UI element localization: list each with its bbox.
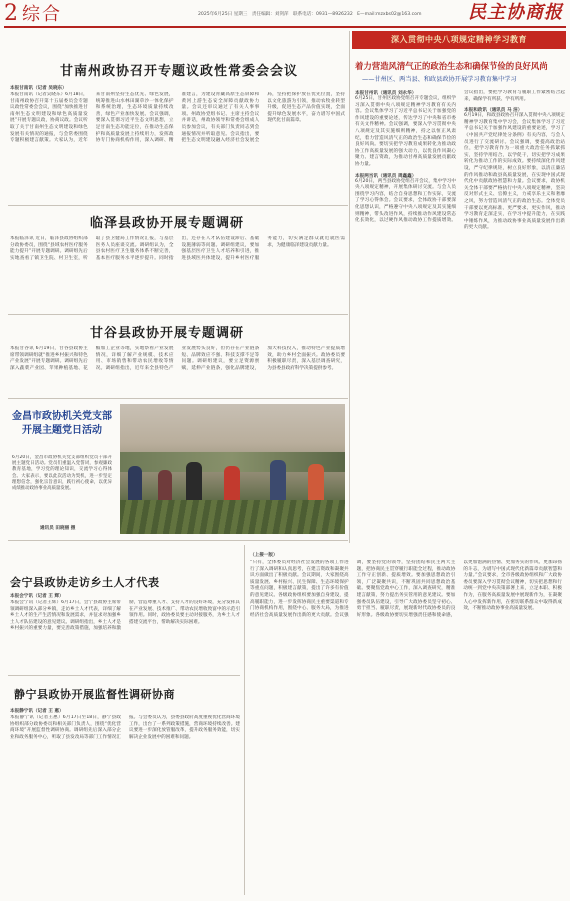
column-rule: [244, 545, 245, 895]
s2-dateline: 本报两当讯（通讯员 周鑫鑫）: [355, 173, 417, 179]
column-rule: [349, 31, 350, 543]
gangu-body: 本报甘谷讯 6月19日，甘谷县政协主席带领调研组就“推进乡村振兴和特色产业发展”开展专题调研。调研组先后深入蔬菜产业园、苹果种植基地、花椒加工企业等地，实地察看产业发展情况，详细了解产业规模、技术应用、市场销售和带动农民增收等情况。调研组指出，近年来全县特色产业发展势头良好，但仍存在产业链条短、品牌效应不强、科技支撑不足等问题。调研组建议，要立足资源禀赋，延伸产业链条，强化品牌建设，加大科技投入，推动特色产业提质增效，助力乡村全面振兴。政协委员要积极履职尽责，深入基层调查研究，为县委县政府科学决策提供参考。: [10, 346, 345, 371]
s3-body: 6月19日，和政县政协召开深入贯彻中央八项规定精神学习教育集中学习会，会议集体学习了习近平总书记关于加强作风建设的重要论述，学习了《中国共产党纪律处分条例》有关内容，与会人员进行了交流研讨。会议强调，要提高政治站位，把学习教育作为一项重大政治任务抓紧抓实，坚持学用结合，以学促干，切实把学习成果转化为推动工作的实际成效。要持续深化作风建设，严守纪律规矩，树立良好形象，以清正廉洁的作风推动和政县高质量发展，在实现中国式现代化中贡献政协智慧和力量。会议要求，政协机关全体干部要严格执行中央八项规定精神，坚决反对形式主义、官僚主义，力戒享乐主义和奢靡之风，努力营造风清气正的政治生态。全体党员干部要以更高标准、更严要求、更实作风，推动学习教育走深走实，在学习中提升能力，在实践中锤炼作风，为推动政协事业高质量发展作出新的更大贡献。: [464, 113, 565, 231]
newspaper-logo: 民主协商报: [468, 2, 563, 23]
section-title: 综合: [22, 4, 62, 25]
gannan-body: 本报甘南讯（记者吴晓东）6月18日，甘南州政协召开第十五届委员会专题议政性常委会会议，围绕“加快推进甘南州生态文明建设和绿色高质量发展”开展专题议政，协商议政。会议听取了关于甘南州生态文明建设和绿色发展有关情况的通报，与会常委围绕专题积极建言献策。大家认为，近年来甘南州坚持生态优先、绿色发展，统筹推进山水林田湖草沙一体化保护和系统治理，生态环境质量持续改善，绿色产业加快发展。会议强调，要深入贯彻习近平生态文明思想，立足甘南生态功能定位，在推动生态保护和高质量发展上持续用力，发挥政协专门协商机构作用，深入调研、精准建言，为建设青藏高原生态屏障和黄河上游生态安全屏障贡献政协力量。会议还审议通过了有关人事事项。州政协党组书记、主席主持会议并讲话，州政协领导和常委会组成人员参加会议，有关部门负责同志到会通报情况并听取意见。会议指出，要把生态文明建设融入经济社会发展全局，坚持把保护放在优先位置，坚持以文化旅游为引领，推动农牧业转型升级，促进生态产品价值实现，全面提升绿色发展水平，奋力谱写中国式现代化甘南篇章。: [10, 92, 345, 144]
date-line: 2025年6月25日 星期三: [198, 12, 248, 17]
jinchang-title: 金昌市政协机关党支部开展主题党日活动: [12, 411, 112, 436]
feature-body: “只有，全体委员对经济社会发展的各项工作进行了深入调研和认真思考，在建言资政和凝聚共识方面做出了积极贡献。会议期间，大家围绕高质量发展、乡村振兴、民生保障、生态环境保护等重点问题，积极建言献策，提出了许多有价值的意见建议。各级政协组织要加强自身建设，提高履职能力，进一步发挥协商民主重要渠道和专门协商机构作用，围绕中心、服务大局，为推进经济社会高质量发展作出新的更大贡献。会议强调，要坚持党的领导，坚持团结和民主两大主题，把协商民主贯穿履行职能全过程，推动政协工作守正创新、提质增效。要加强思想政治引领，广泛凝聚共识，不断巩固共同思想政治基础。要聚焦党政中心工作，深入调查研究，精准建言献策，努力提出务实管用的意见建议。要加强委员队伍建设，引导广大政协委员坚守初心、勇于担当、履职尽责，展现新时代政协委员的良好形象。各级政协要切实增强责任感和使命感，以更加饱满的热情、更加务实的作风、更加昂扬的斗志，为谱写中国式现代化新篇章贡献智慧和力量。”会议要求，全市各级政协组织和广大政协委员要深入学习贯彻会议精神，切实把思想和行动统一到党中央决策部署上来，立足本职、积极作为，在服务高质量发展中展现新作为，在凝聚人心中发挥新作用，在密切联系群众中取得新成效，不断推动政协事业高质量发展。: [250, 560, 562, 618]
gannan-dateline: 本报甘南讯（记者 吴晓东）: [10, 86, 67, 91]
right-main-body: [355, 90, 565, 540]
divider: [8, 314, 348, 315]
jingning-dateline: 本报静宁讯（记者 王 惠）: [10, 709, 64, 714]
linze-body: 本报临泽讯 近日，临泽县政协组织部分政协委员，围绕“县域农村医疗服务能力提升”开展专题调研。调研组先后实地查看了镇卫生院、村卫生室，听取了县卫健局工作情况汇报，与基层医务人员座谈交流。调研组认为，全县农村医疗卫生服务体系不断完善，基本医疗服务水平逐步提升。同时指出，还存在人才队伍建设滞后、基础设施薄弱等问题。调研组建议，要加强基层医疗卫生人才培养和引进，推进县域医共体建设，提升乡村医疗服务能力，切实满足群众就近就医需求，为健康临泽建设贡献力量。: [10, 236, 345, 261]
huining-headline: 会宁县政协走访乡土人才代表: [10, 576, 160, 589]
jingning-body: 本报静宁讯（记者王惠）6月17日至18日，静宁县政协组织部分政协委员和相关部门负责人，围绕“优化营商环境”开展监督性调研协商。调研组先后深入部分企业和政务服务中心，听取了县发改局等部门工作情况汇报。与会委员认为，县委县政府高度重视优化营商环境工作，出台了一系列政策措施，营商环境持续改善。建议要进一步深化放管服改革，提升政务服务效能，切实解决企业发展中的困难和问题。: [10, 715, 240, 740]
gangu-headline: 甘谷县政协开展专题调研: [90, 326, 245, 341]
divider: [8, 675, 240, 676]
s1-dateline: 本报甘州讯（通讯员 刘永华）: [355, 91, 417, 96]
jinchang-credit: 通讯员 田晓丽 摄: [40, 526, 76, 531]
topic-banner: [352, 31, 566, 49]
jingning-headline: 静宁县政协开展监督性调研协商: [14, 688, 175, 701]
jinchang-body: 6月20日，金昌市政协机关党支部组织党员干部开展主题党日活动。党员们重温入党誓词，参观廉政教育基地，学习党的理论知识，交流学习心得体会。大家表示，要以此次活动为契机，进一步坚定理想信念，强化宗旨意识，践行初心使命，以优异成绩推动政协事业高质量发展。: [12, 455, 112, 492]
divider: [8, 205, 348, 206]
right-main-headline: 着力营造风清气正的政治生态和确保节俭的良好风尚: [355, 61, 548, 71]
page-number: 2: [4, 1, 18, 26]
masthead-rule: [4, 26, 566, 28]
phone-line: 联系电话：0931—8926232: [293, 12, 353, 17]
divider: [8, 540, 348, 541]
s2-body: 6月20日，两当县政协党组召开会议，集中学习中央八项规定精神，开展集体研讨交流。与会人员围绕学习内容，结合自身思想和工作实际，交流了学习心得体会。会议要求，全体政协干部要深化思想认识，严格遵守中央八项规定及其实施细则精神，带头改进作风，持续推动作风建设常态化长效化，以过硬作风推动政协工作提质增效。会议指出，要把学习教育与履职工作紧密结合起来，确保学有所获、学有所用。: [355, 90, 565, 224]
divider: [8, 398, 348, 399]
field-photo: [120, 404, 345, 534]
email-line: E—mail:mzxbs02@163.com: [357, 12, 422, 17]
right-main-subhead: ——甘州区、两当县、和政县政协开展学习教育集中学习: [362, 76, 517, 83]
gannan-headline: 甘南州政协召开专题议政性常委会会议: [60, 64, 299, 79]
huining-dateline: 本报会宁讯（记者 王 辉）: [10, 594, 64, 599]
feature-dateline: （上接一版）: [250, 553, 278, 558]
editor-line: 责任编辑：刘剑萍: [251, 12, 289, 17]
banner-text: 深入贯彻中央八项规定精神学习教育: [391, 35, 527, 44]
s3-dateline: 本报和政讯（通讯员 马 洁）: [464, 108, 523, 114]
s1-body: 6月25日，甘州区政协党组召开专题会议，组织学习深入贯彻中央八项规定精神学习教育有关内容。会议集体学习了习近平总书记关于加强党的作风建设的重要论述，传达学习了中央和省市委有关文件精神。会议强调，要深入学习贯彻中央八项规定及其实施细则精神，持之以恒正风肃纪，着力营造风清气正的政治生态和确保节俭的良好风尚。要切实把学习教育成果转化为推动政协工作高质量发展的强大动力，以优良作风凝心聚力、建言资政，为推动甘州高质量发展贡献政协力量。: [355, 96, 456, 167]
linze-headline: 临泽县政协开展专题调研: [90, 216, 245, 231]
masthead-info: [198, 11, 421, 17]
huining-body: 本报会宁讯（记者王辉）6月17日，会宁县政协主席带领调研组深入部分乡镇，走访乡土人才代表，详细了解乡土人才的生产生活情况和发展需求，并征求对加强乡土人才队伍建设的意见建议。调研组指出，乡土人才是乡村振兴的重要力量，要完善政策措施，加强培养和激励，营造尊重人才、支持人才的良好环境，充分发挥其在产业发展、技术推广、带动农民增收致富中的示范引领作用。同时，政协委员要主动对接服务，为乡土人才搭建交流平台，帮助解决实际困难。: [10, 600, 240, 632]
